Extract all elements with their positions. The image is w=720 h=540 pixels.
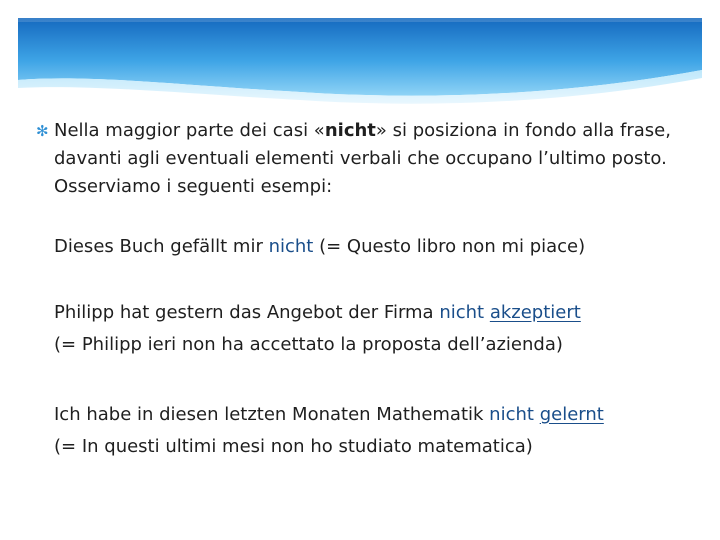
example-3-translation: (= In questi ultimi mesi non ho studiato matematica) <box>54 436 533 457</box>
asterisk-bullet-icon: ✻ <box>36 122 49 140</box>
example-1-translation: (= Questo libro non mi piace) <box>313 236 586 257</box>
intro-bullet <box>36 117 686 201</box>
intro-text-start: Nella maggior parte dei casi « <box>54 120 325 141</box>
example-3-nicht: nicht <box>489 404 534 425</box>
example-3-verb: gelernt <box>539 404 604 425</box>
example-1-nicht: nicht <box>268 236 314 257</box>
example-2-sentence <box>54 297 686 329</box>
example-3-sentence <box>54 399 686 431</box>
intro-keyword: nicht <box>324 120 376 141</box>
example-1-text: Dieses Buch gefällt mir <box>54 236 269 257</box>
example-2-translation: (= Philipp ieri non ha accettato la proposta dell’azienda) <box>54 334 563 355</box>
example-3-text: Ich habe in diesen letzten Monaten Mathematik <box>54 404 490 425</box>
header-banner <box>0 0 720 110</box>
example-2 <box>36 297 686 361</box>
example-2-text: Philipp hat gestern das Angebot der Firma <box>54 302 440 323</box>
intro-text-end: » si posiziona in fondo alla frase, davanti agli eventuali elementi verbali che occupano l’ultimo posto. Osserviamo i seguenti esempi: <box>54 120 671 197</box>
slide-content <box>36 117 686 463</box>
example-2-nicht: nicht <box>439 302 485 323</box>
example-2-verb: akzeptiert <box>489 302 581 323</box>
example-3 <box>36 399 686 463</box>
example-1 <box>36 231 686 263</box>
